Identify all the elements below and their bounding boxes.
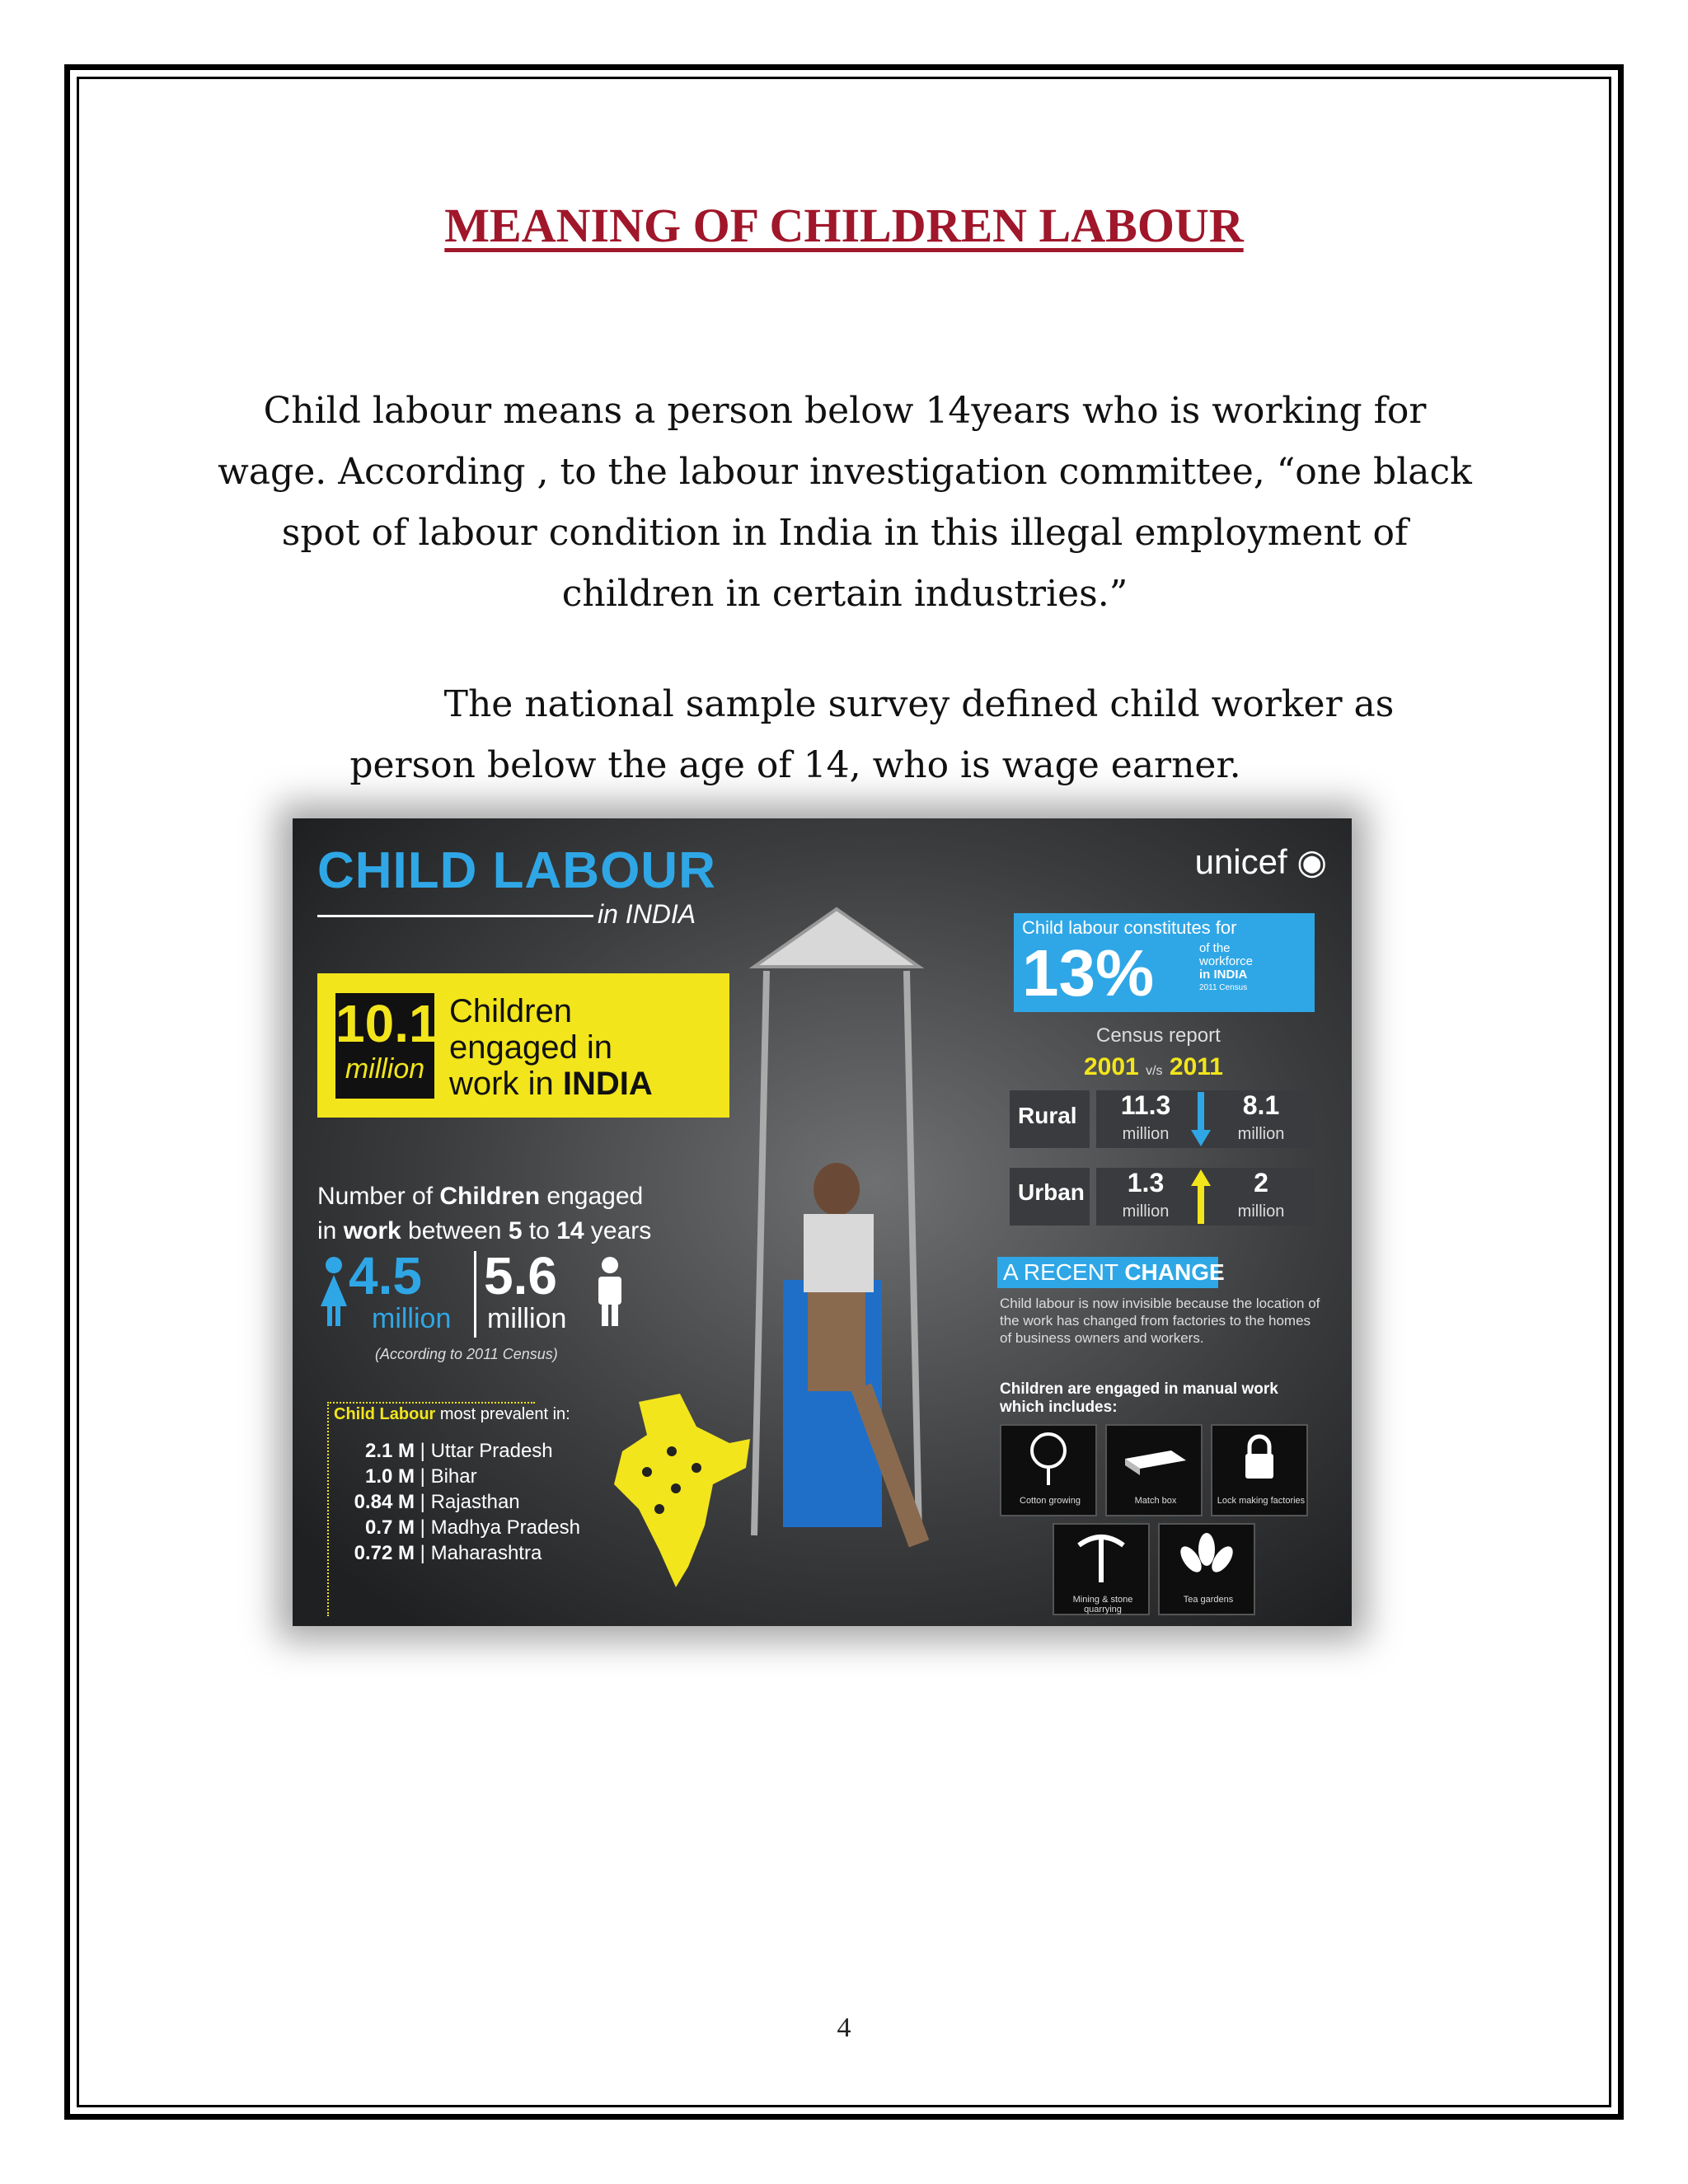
rural-2011-unit: million xyxy=(1237,1125,1285,1143)
tile-mining xyxy=(1053,1523,1150,1615)
text-span: to xyxy=(522,1217,557,1244)
definition-paragraph xyxy=(190,381,1500,625)
text-span: Children xyxy=(439,1183,541,1210)
recent-change-label xyxy=(1003,1259,1225,1286)
paragraph-line: person below the age of 14, who is wage earner. xyxy=(349,744,1241,786)
india-map xyxy=(606,1394,754,1591)
arrow-down-icon xyxy=(1191,1092,1211,1148)
headline-line: engaged in xyxy=(449,1029,612,1066)
globe-icon: ◉ xyxy=(1296,842,1327,881)
text-span: CHANGE xyxy=(1124,1259,1225,1285)
state-row: 1.0 M | Bihar xyxy=(342,1464,580,1489)
headline-unit: million xyxy=(345,1053,425,1085)
unicef-wordmark: unicef xyxy=(1194,842,1287,881)
state-value: 0.72 M xyxy=(354,1542,415,1564)
tile-label: Cotton growing xyxy=(1020,1496,1081,1506)
rural-2001-value: 11.3 xyxy=(1120,1090,1171,1120)
headline-word-bold: INDIA xyxy=(562,1066,653,1102)
workforce-side-text xyxy=(1199,942,1253,995)
text-span: 5 xyxy=(508,1217,523,1244)
headline-word: work in xyxy=(449,1066,554,1102)
workforce-intro: Child labour constitutes for xyxy=(1022,917,1237,938)
paragraph-line: The national sample survey defined child worker as xyxy=(443,683,1395,725)
state-row: 0.7 M | Madhya Pradesh xyxy=(342,1515,580,1540)
headline-value: 10.1 xyxy=(335,994,438,1053)
tile-tea xyxy=(1158,1523,1255,1615)
census-note: (According to 2011 Census) xyxy=(375,1346,558,1362)
urban-2011-value: 2 xyxy=(1254,1168,1268,1197)
text-span: Number of xyxy=(317,1183,440,1210)
state-value: 1.0 M xyxy=(364,1465,415,1488)
tea-icon xyxy=(1160,1525,1254,1591)
rural-label: Rural xyxy=(1018,1103,1077,1128)
text-line: 2011 Census xyxy=(1199,983,1248,992)
stat-divider xyxy=(474,1251,476,1338)
page-title: MEANING OF CHILDREN LABOUR xyxy=(444,199,1244,252)
state-name: Uttar Pradesh xyxy=(430,1440,553,1462)
text-span: A RECENT xyxy=(1003,1259,1125,1285)
headline-text xyxy=(449,993,721,1102)
text-span: between xyxy=(401,1217,509,1244)
state-row: 0.72 M | Maharashtra xyxy=(342,1540,580,1566)
text-span: engaged xyxy=(540,1183,644,1210)
manual-work-heading: Children are engaged in manual work which includes: xyxy=(1000,1380,1278,1416)
text-span: in xyxy=(317,1217,344,1244)
infographic-title: CHILD LABOUR xyxy=(317,842,716,899)
headline-line xyxy=(449,1066,721,1102)
child-labour-infographic xyxy=(293,818,1352,1626)
text-line: in INDIA xyxy=(1199,968,1248,982)
tile-label: Lock making factories xyxy=(1217,1496,1306,1506)
state-name: Rajasthan xyxy=(430,1491,520,1513)
rural-2001-unit: million xyxy=(1122,1125,1170,1143)
girl-icon xyxy=(317,1255,350,1329)
tile-lock xyxy=(1211,1424,1308,1516)
paragraph-line: wage. According , to the labour investigation committee, “one black xyxy=(218,451,1472,493)
age-group-text xyxy=(317,1179,713,1249)
prevalent-heading xyxy=(334,1405,570,1424)
state-value: 2.1 M xyxy=(364,1440,415,1462)
boys-unit: million xyxy=(487,1303,567,1334)
title-rule xyxy=(317,915,593,917)
nss-paragraph xyxy=(190,674,1500,796)
girls-value: 4.5 xyxy=(349,1246,422,1305)
tile-matchbox xyxy=(1105,1424,1203,1516)
urban-2001-value: 1.3 xyxy=(1127,1168,1165,1197)
matchbox-icon xyxy=(1107,1426,1201,1492)
year-2011: 2011 xyxy=(1169,1053,1223,1080)
arrow-up-icon xyxy=(1191,1169,1211,1226)
state-name: Bihar xyxy=(430,1465,477,1488)
year-2001: 2001 xyxy=(1084,1053,1139,1080)
urban-2001-unit: million xyxy=(1122,1202,1170,1221)
tile-cotton xyxy=(1000,1424,1097,1516)
pickaxe-icon xyxy=(1054,1525,1148,1591)
workforce-percent: 13% xyxy=(1022,936,1155,1010)
state-row: 2.1 M | Uttar Pradesh xyxy=(342,1438,580,1464)
census-report-label: Census report xyxy=(1096,1024,1221,1047)
headline-line: Children xyxy=(449,993,572,1029)
girls-unit: million xyxy=(372,1303,452,1334)
state-row: 0.84 M | Rajasthan xyxy=(342,1489,580,1515)
census-years xyxy=(1084,1053,1223,1081)
infographic-subtitle: in INDIA xyxy=(598,899,696,929)
unicef-logo xyxy=(1195,841,1327,882)
text-line: workforce xyxy=(1199,954,1254,968)
paragraph-line: spot of labour condition in India in this illegal employment of xyxy=(281,512,1409,554)
state-value: 0.7 M xyxy=(364,1516,415,1539)
vs-label: v/s xyxy=(1146,1064,1163,1078)
rural-2011-value: 8.1 xyxy=(1242,1090,1280,1120)
urban-2011-unit: million xyxy=(1237,1202,1285,1221)
state-value: 0.84 M xyxy=(354,1491,415,1513)
boy-icon xyxy=(593,1255,626,1329)
text-span: most prevalent in: xyxy=(435,1405,570,1423)
state-list xyxy=(342,1438,580,1566)
text-span: Child Labour xyxy=(334,1405,436,1423)
boys-value: 5.6 xyxy=(484,1246,557,1305)
state-name: Madhya Pradesh xyxy=(430,1516,581,1539)
text-span: years xyxy=(584,1217,652,1244)
recent-change-text: Child labour is now invisible because the location of the work has changed from factories to the homes of business owners and workers. xyxy=(1000,1296,1320,1346)
paragraph-line: Child labour means a person below 14years who is working for xyxy=(263,390,1427,432)
text-line: of the xyxy=(1199,941,1231,955)
cotton-icon xyxy=(1001,1426,1095,1492)
text-span: work xyxy=(343,1217,401,1244)
paragraph-line: children in certain industries.” xyxy=(561,573,1128,615)
page-number: 4 xyxy=(837,2013,851,2043)
tile-label: Tea gardens xyxy=(1183,1595,1234,1605)
text-span: 14 xyxy=(556,1217,584,1244)
urban-label: Urban xyxy=(1018,1179,1085,1205)
lock-icon xyxy=(1212,1426,1306,1492)
state-name: Maharashtra xyxy=(430,1542,542,1564)
tile-label: Mining & stone quarrying xyxy=(1072,1595,1133,1615)
tile-label: Match box xyxy=(1134,1496,1177,1506)
